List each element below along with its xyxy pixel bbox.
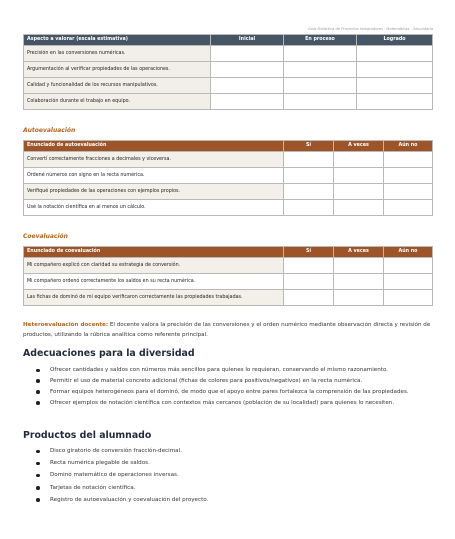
bullet-icon: [36, 462, 40, 466]
row-label: Colaboración durante el trabajo en equipo.: [24, 94, 211, 110]
list-item-text: Tarjetas de notación científica.: [50, 484, 136, 491]
check-cell[interactable]: [284, 290, 334, 306]
rating-cell[interactable]: [211, 78, 284, 94]
rating-cell[interactable]: [211, 94, 284, 110]
rating-cell[interactable]: [211, 62, 284, 78]
statement-cell: Las fichas de dominó de mi equipo verificaron correctamente las propiedades trabajadas.: [24, 290, 284, 306]
table-header-row: [24, 141, 433, 152]
list-item: [36, 366, 436, 375]
row-label: Calidad y funcionalidad de los recursos manipulativos.: [24, 78, 211, 94]
list-item-text: Ofrecer cantidades y saldos con números más sencillos para quienes lo requieran, conservando el mismo razonamiento.: [50, 367, 389, 373]
table-row: [24, 152, 433, 168]
statement-cell: Usé la notación científica en al menos un cálculo.: [24, 200, 284, 216]
column-header: En proceso: [284, 35, 357, 46]
table-row: [24, 274, 433, 290]
check-cell[interactable]: [334, 152, 384, 168]
bullet-icon: [36, 390, 40, 394]
list-item: [36, 496, 436, 505]
bullet-icon: [36, 369, 40, 373]
check-cell[interactable]: [334, 290, 384, 306]
header-note: Guía Didáctica de Proyectos Integradores · Matemáticas · Secundaria: [308, 27, 433, 31]
table-row: [24, 168, 433, 184]
rating-cell[interactable]: [284, 62, 357, 78]
check-cell[interactable]: [284, 184, 334, 200]
column-header: Aún no: [384, 247, 433, 258]
check-cell[interactable]: [334, 258, 384, 274]
bullet-icon: [36, 498, 40, 502]
rating-cell[interactable]: [284, 46, 357, 62]
heteroevaluacion-text: El docente valora la precisión de las conversiones y el orden numérico mediante observación directa y revisión de productos, utilizando la rúbrica analítica como referente principal.: [23, 322, 431, 338]
check-cell[interactable]: [384, 184, 433, 200]
check-cell[interactable]: [384, 200, 433, 216]
rating-cell[interactable]: [357, 94, 433, 110]
list-item: [36, 471, 436, 480]
rating-cell[interactable]: [284, 78, 357, 94]
check-cell[interactable]: [284, 274, 334, 290]
check-cell[interactable]: [384, 258, 433, 274]
productos-list: [36, 447, 436, 508]
statement-cell: Verifiqué propiedades de las operaciones con ejemplos propios.: [24, 184, 284, 200]
column-header: Aún no: [384, 141, 433, 152]
check-cell[interactable]: [334, 184, 384, 200]
bullet-icon: [36, 450, 40, 454]
statement-cell: Mi compañero explicó con claridad su estrategia de conversión.: [24, 258, 284, 274]
heteroevaluacion-paragraph: [23, 321, 435, 340]
check-cell[interactable]: [284, 258, 334, 274]
adecuaciones-heading: Adecuaciones para la diversidad: [23, 348, 195, 359]
table-row: [24, 200, 433, 216]
bullet-icon: [36, 401, 40, 405]
column-header: Aspecto a valorar (escala estimativa): [24, 35, 211, 46]
adecuaciones-list: [36, 366, 436, 410]
coevaluacion-table: [23, 246, 433, 306]
table-row: [24, 184, 433, 200]
row-label: Argumentación al verificar propiedades de las operaciones.: [24, 62, 211, 78]
heteroevaluacion-label: Heteroevaluación docente:: [23, 322, 109, 328]
list-item-text: Permitir el uso de material concreto adicional (fichas de colores para positivos/negativos) en la recta numérica.: [50, 377, 363, 384]
table-row: [24, 258, 433, 274]
table-header-row: [24, 35, 433, 46]
column-header: Inicial: [211, 35, 284, 46]
autoevaluacion-table: [23, 140, 433, 216]
list-item-text: Formar equipos heterogéneos para el dominó, de modo que el apoyo entre pares fortalezca la comprensión de las propiedades.: [50, 388, 409, 395]
table-header-row: [24, 247, 433, 258]
check-cell[interactable]: [284, 168, 334, 184]
column-header: Sí: [284, 247, 334, 258]
check-cell[interactable]: [334, 200, 384, 216]
column-header: A veces: [334, 141, 384, 152]
check-cell[interactable]: [384, 290, 433, 306]
list-item-text: Registro de autoevaluación y coevaluación del proyecto.: [50, 496, 209, 503]
rating-cell[interactable]: [357, 46, 433, 62]
statement-cell: Convertí correctamente fracciones a decimales y viceversa.: [24, 152, 284, 168]
row-label: Precisión en las conversiones numéricas.: [24, 46, 211, 62]
check-cell[interactable]: [334, 168, 384, 184]
bullet-icon: [36, 486, 40, 490]
check-cell[interactable]: [384, 274, 433, 290]
list-item: [36, 447, 436, 456]
list-item: [36, 484, 436, 493]
check-cell[interactable]: [284, 152, 334, 168]
rating-cell[interactable]: [284, 94, 357, 110]
table-row: [24, 46, 433, 62]
list-item-text: Dominó matemático de operaciones inversas.: [50, 472, 179, 479]
table-row: [24, 94, 433, 110]
coevaluacion-title: Coevaluación: [23, 233, 68, 240]
table-row: [24, 290, 433, 306]
rating-cell[interactable]: [357, 78, 433, 94]
statement-cell: Ordené números con signo en la recta numérica.: [24, 168, 284, 184]
column-header: Sí: [284, 141, 334, 152]
check-cell[interactable]: [384, 152, 433, 168]
list-item: [36, 377, 436, 386]
bullet-icon: [36, 474, 40, 478]
list-item: [36, 459, 436, 468]
column-header: A veces: [334, 247, 384, 258]
statement-cell: Mi compañero ordenó correctamente los saldos en su recta numérica.: [24, 274, 284, 290]
productos-heading: Productos del alumnado: [23, 430, 152, 441]
check-cell[interactable]: [334, 274, 384, 290]
check-cell[interactable]: [384, 168, 433, 184]
rating-cell[interactable]: [357, 62, 433, 78]
list-item: [36, 399, 436, 408]
rating-cell[interactable]: [211, 46, 284, 62]
column-header: Enunciado de autoevaluación: [24, 141, 284, 152]
list-item-text: Recta numérica plegable de saldos.: [50, 460, 150, 467]
list-item-text: Disco giratorio de conversión fracción-decimal.: [50, 448, 182, 454]
bullet-icon: [36, 379, 40, 383]
column-header: Enunciado de coevaluación: [24, 247, 284, 258]
list-item-text: Ofrecer ejemplos de notación científica con contextos más cercanos (población de su localidad) para quienes lo necesiten.: [50, 399, 395, 406]
table-row: [24, 62, 433, 78]
check-cell[interactable]: [284, 200, 334, 216]
column-header: Logrado: [357, 35, 433, 46]
table-row: [24, 78, 433, 94]
rubric-table: [23, 34, 433, 110]
list-item: [36, 388, 436, 397]
autoevaluacion-title: Autoevaluación: [23, 127, 76, 134]
